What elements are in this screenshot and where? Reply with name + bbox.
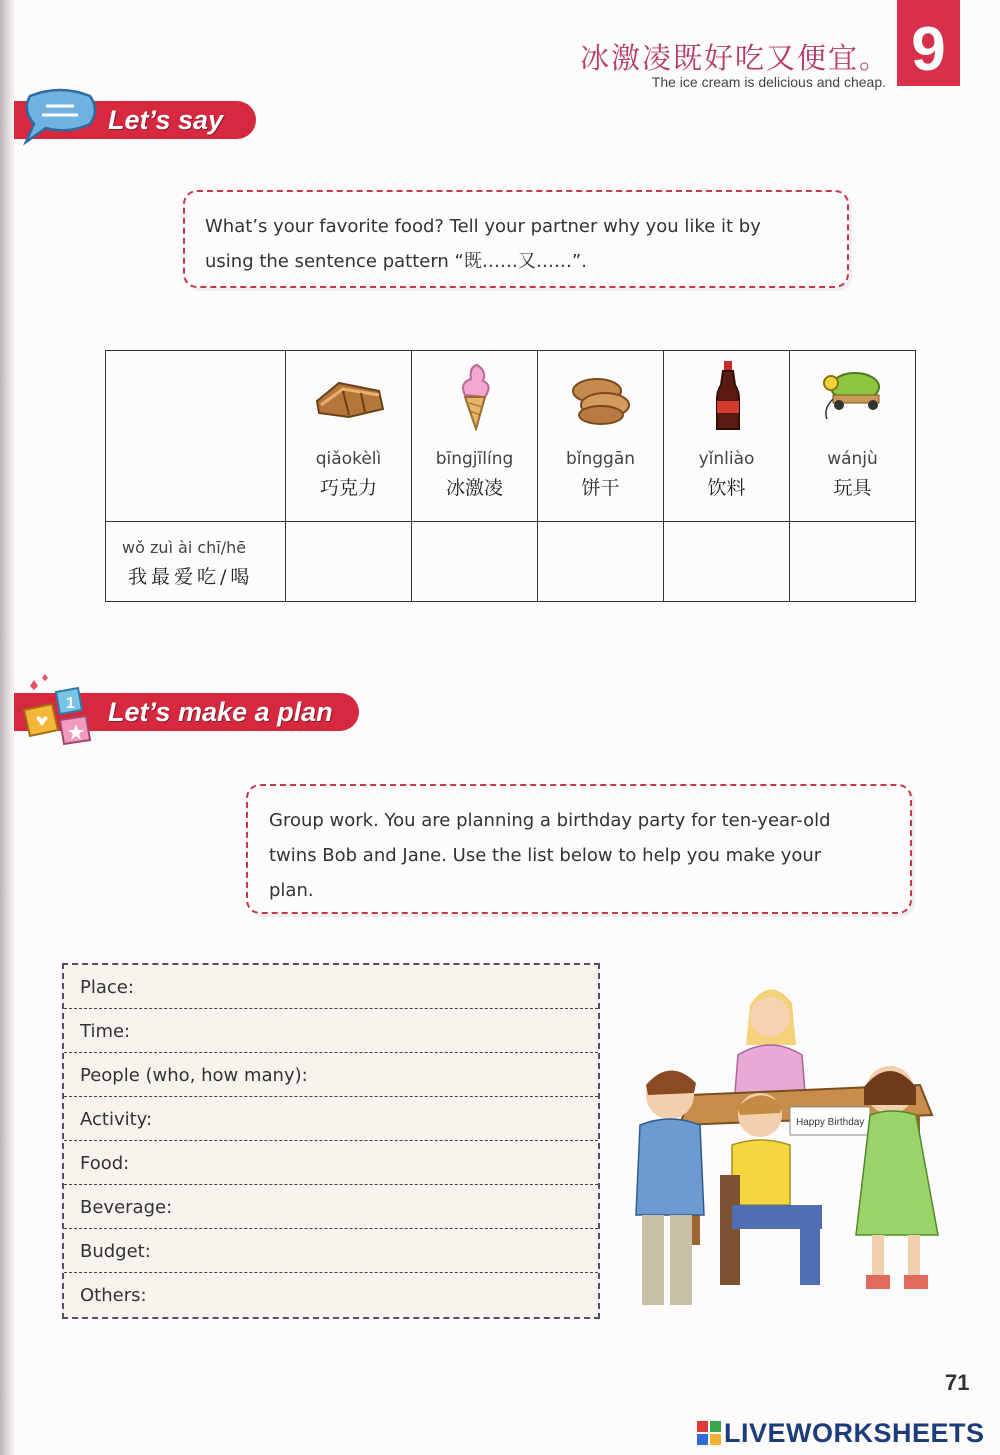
party-plan-list (62, 963, 600, 1319)
soda-bottle-icon (687, 361, 767, 431)
food-pinyin: qiǎokèlì (315, 449, 382, 469)
liveworksheets-watermark (697, 1418, 985, 1452)
food-pinyin: yǐnliào (698, 449, 755, 469)
plan-field-budget[interactable]: Budget: (64, 1229, 598, 1273)
instruction-box-plan (246, 784, 912, 914)
food-item-chocolate (286, 351, 412, 522)
cookies-icon (561, 361, 641, 431)
food-hanzi: 饮料 (707, 477, 746, 499)
plan-field-time[interactable]: Time: (64, 1009, 598, 1053)
book-spine-shadow (0, 0, 14, 1455)
plan-field-activity[interactable]: Activity: (64, 1097, 598, 1141)
children-planning-party-illustration (620, 975, 960, 1330)
food-hanzi: 饼干 (581, 477, 620, 499)
plan-field-place[interactable]: Place: (64, 965, 598, 1009)
plan-field-beverage[interactable]: Beverage: (64, 1185, 598, 1229)
answer-cell[interactable] (664, 522, 790, 602)
food-hanzi: 冰激凌 (445, 477, 503, 499)
food-hanzi: 玩具 (833, 477, 872, 499)
row-label-hanzi: 我最爱吃/喝 (128, 566, 254, 588)
happy-birthday-sign: Happy Birthday (796, 1117, 865, 1128)
instruction-box-say (183, 190, 849, 288)
food-item-ice-cream (412, 351, 538, 522)
food-table (105, 350, 916, 602)
table-corner-cell (106, 351, 286, 522)
food-item-toy (790, 351, 916, 522)
plan-field-food[interactable]: Food: (64, 1141, 598, 1185)
lesson-title-english: The ice cream is delicious and cheap. (651, 74, 886, 90)
section-title: Let’s make a plan (108, 697, 333, 727)
answer-cell[interactable] (286, 522, 412, 602)
food-hanzi: 巧克力 (319, 477, 377, 499)
page-number: 71 (945, 1370, 970, 1395)
instruction-line: plan. (269, 880, 314, 901)
lesson-title-chinese: 冰激凌既好吃又便宜。 (579, 41, 890, 75)
svg-text:1: 1 (66, 695, 75, 712)
liveworksheets-logo-icon (697, 1421, 721, 1445)
instruction-line: using the sentence pattern “既……又……”. (205, 251, 587, 272)
row-label-cell (106, 522, 286, 602)
toy-turtle-icon (813, 361, 893, 431)
speech-bubble-icon (20, 88, 100, 146)
plan-field-others[interactable]: Others: (80, 1285, 147, 1306)
toy-blocks-icon (16, 670, 106, 750)
food-item-drink (664, 351, 790, 522)
instruction-line: Group work. You are planning a birthday party for ten-year-old (269, 810, 831, 831)
plan-field-people[interactable]: People (who, how many): (64, 1053, 598, 1097)
food-pinyin: bǐnggān (565, 449, 636, 469)
food-pinyin: wánjù (827, 449, 878, 469)
ice-cream-icon (435, 361, 515, 431)
answer-cell[interactable] (538, 522, 664, 602)
section-title: Let’s say (108, 105, 224, 135)
unit-number-badge: 9 (897, 0, 960, 86)
food-pinyin: bīngjīlíng (435, 449, 514, 469)
answer-cell[interactable] (790, 522, 916, 602)
instruction-line: twins Bob and Jane. Use the list below to help you make your (269, 845, 822, 866)
watermark-text: LIVEWORKSHEETS (724, 1418, 985, 1448)
row-label-pinyin: wǒ zuì ài chī/hē (122, 538, 247, 557)
chocolate-icon (309, 361, 389, 431)
food-item-cookies (538, 351, 664, 522)
answer-cell[interactable] (412, 522, 538, 602)
instruction-line: What’s your favorite food? Tell your partner why you like it by (205, 216, 761, 237)
